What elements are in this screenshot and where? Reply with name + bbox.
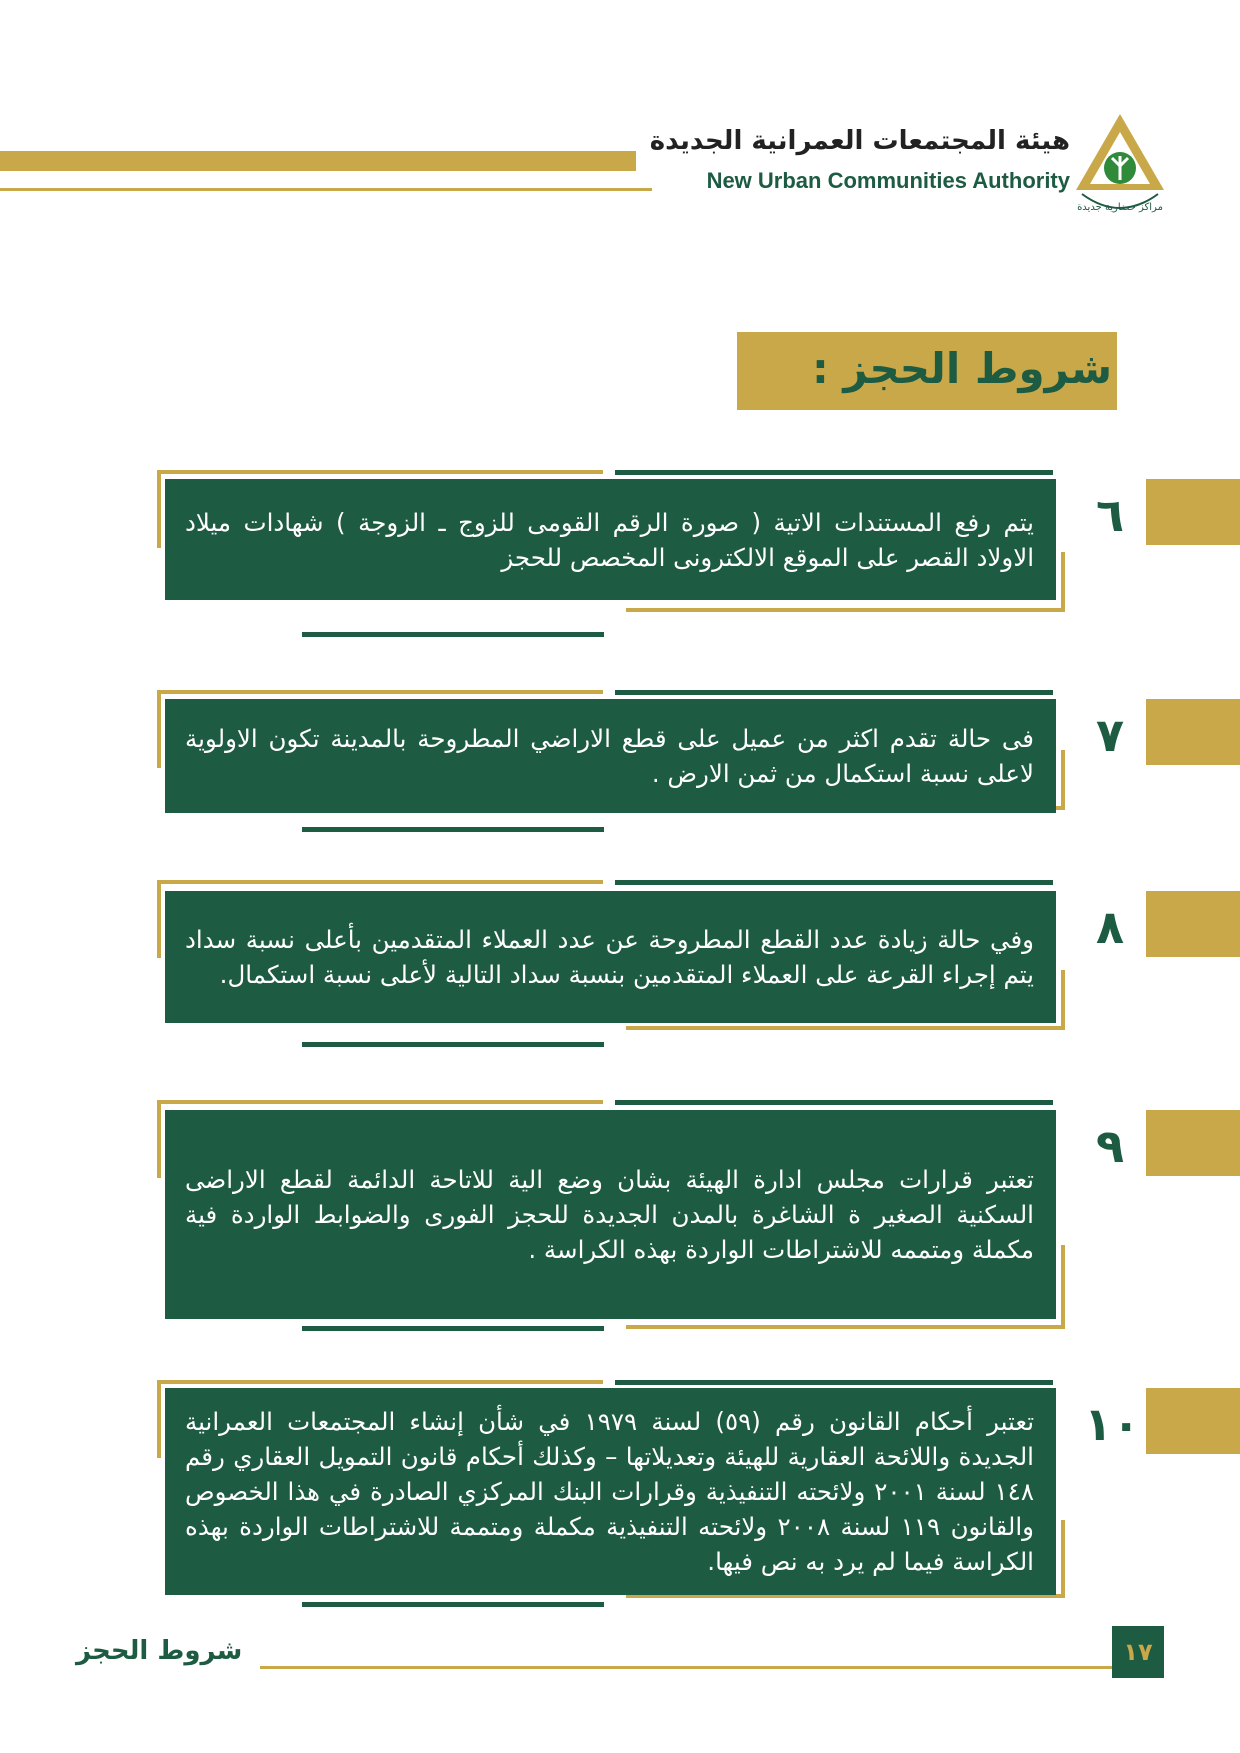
number-tab (1146, 479, 1240, 545)
number-tab (1146, 1388, 1240, 1454)
logo-text: مراكز حضارية جديدة (1077, 202, 1163, 213)
condition-text: تعتبر أحكام القانون رقم (٥٩) لسنة ١٩٧٩ في شأن إنشاء المجتمعات العمرانية الجديدة واللائحة العقارية للهيئة وتعديلاتها – وكذلك أحكام قانون التمويل العقاري رقم ١٤٨ لسنة ٢٠٠١ ولائحته التنفيذية وقرارات البنك المركزي الصادرة في هذا الخصوص والقانون ١١٩ لسنة ٢٠٠٨ ولائحته التنفيذية مكملة ومتممة للاشتراطات الواردة بهذه الكراسة فيما لم يرد به نص فيها. (185, 1407, 1035, 1576)
condition-number: ٧ (1095, 708, 1125, 762)
item-stripe-bottom (302, 1042, 604, 1047)
header-gold-bar (0, 151, 636, 171)
item-stripe-top (615, 470, 1053, 475)
page-title: شروط الحجز : (811, 344, 1112, 393)
condition-number: ١٠ (1084, 1397, 1141, 1451)
item-stripe-bottom (302, 632, 604, 637)
item-stripe-top (615, 1380, 1053, 1385)
condition-text: يتم رفع المستندات الاتية ( صورة الرقم القومى للزوج ـ الزوجة ) شهادات ميلاد الاولاد القصر على الموقع الالكترونى المخصص للحجز (185, 507, 1034, 572)
condition-number: ٩ (1095, 1119, 1125, 1173)
condition-text-box (165, 1388, 1056, 1595)
condition-text-box (165, 479, 1056, 600)
org-name-english: New Urban Communities Authority (706, 168, 1070, 193)
condition-text-box (165, 699, 1056, 813)
item-stripe-top (615, 690, 1053, 695)
nuca-logo-icon (1072, 110, 1168, 218)
condition-text: فى حالة تقدم اكثر من عميل على قطع الاراضي المطروحة بالمدينة تكون الاولوية لاعلى نسبة استكمال من ثمن الارض . (185, 724, 1034, 788)
item-stripe-top (615, 880, 1053, 885)
number-tab (1146, 891, 1240, 957)
footer-gold-line (260, 1666, 1115, 1669)
item-stripe-bottom (302, 1602, 604, 1607)
number-tab (1146, 1110, 1240, 1176)
org-name-arabic: هيئة المجتمعات العمرانية الجديدة (649, 126, 1070, 156)
item-stripe-top (615, 1100, 1053, 1105)
item-stripe-bottom (302, 1326, 604, 1331)
condition-text: وفي حالة زيادة عدد القطع المطروحة عن عدد العملاء المتقدمين بأعلى نسبة سداد يتم إجراء القرعة على العملاء المتقدمين بنسبة سداد التالية لأعلى نسبة استكمال. (185, 925, 1034, 989)
header-gold-line (0, 188, 652, 191)
page-number: ١٧ (1112, 1626, 1164, 1678)
footer-section-title: شروط الحجز (76, 1636, 243, 1666)
condition-text-box (165, 891, 1056, 1023)
item-stripe-bottom (302, 827, 604, 832)
number-tab (1146, 699, 1240, 765)
condition-text: تعتبر قرارات مجلس ادارة الهيئة بشان وضع الية للاتاحة الدائمة لقطع الاراضى السكنية الصغير ة الشاغرة بالمدن الجديدة للحجز الفورى والضوابط الواردة فية مكملة ومتممه للاشتراطات الواردة بهذه الكراسة . (185, 1165, 1034, 1264)
condition-number: ٨ (1095, 900, 1125, 954)
condition-text-box (165, 1110, 1056, 1319)
condition-number: ٦ (1095, 488, 1125, 542)
